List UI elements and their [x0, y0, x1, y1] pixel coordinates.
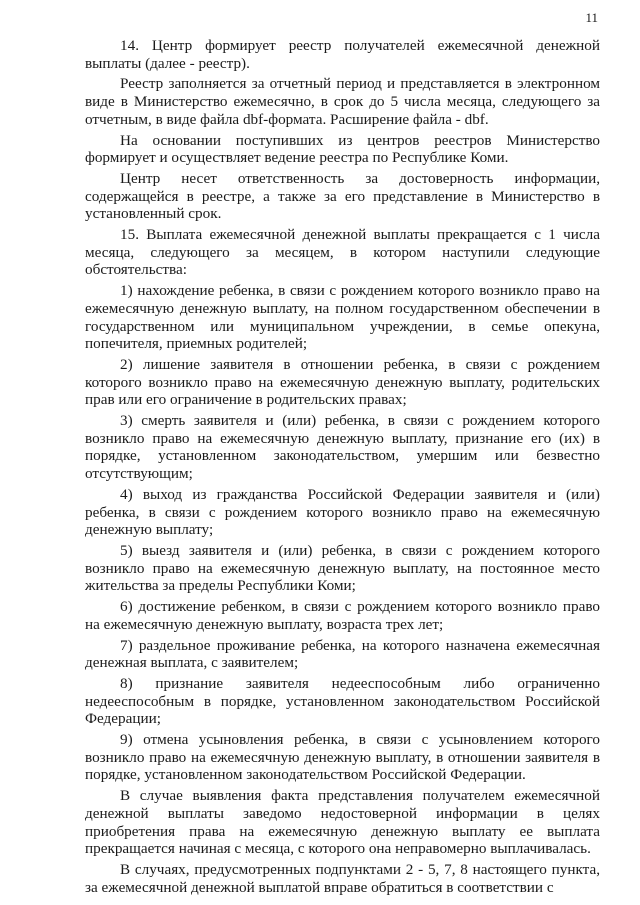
paragraph-ministry-registry: На основании поступивших из центров реестров Министерство формирует и осуществляет ведение реестра по Республике Коми. — [85, 131, 600, 167]
paragraph-14-registry: 14. Центр формирует реестр получателей ежемесячной денежной выплаты (далее - реестр). — [85, 37, 600, 72]
document-body — [85, 37, 600, 896]
paragraph-15-termination: 15. Выплата ежемесячной денежной выплаты прекращается с 1 числа месяца, следующего за месяцем, в котором наступили следующие обстоятельства: — [85, 226, 600, 279]
page-number: 11 — [585, 10, 598, 25]
paragraph-center-responsibility: Центр несет ответственность за достоверность информации, содержащейся в реестре, а также за его представление в Министерство в установленный срок. — [85, 169, 600, 223]
list-item-2: 2) лишение заявителя в отношении ребенка, в связи с рождением которого возникло право на ежемесячную денежную выплату, родительских прав или его ограничение в родительских правах; — [85, 355, 600, 409]
list-item-4: 4) выход из гражданства Российской Федерации заявителя и (или) ребенка, в связи с рождением которого возникло право на ежемесячную денежную выплату; — [85, 485, 600, 539]
paragraph-cases-subitems: В случаях, предусмотренных подпунктами 2 - 5, 7, 8 настоящего пункта, за ежемесячной денежной выплатой вправе обратиться в соответствии с — [85, 860, 600, 896]
list-item-8: 8) признание заявителя недееспособным либо ограниченно недееспособным в порядке, установленном законодательством Российской Федерации; — [85, 674, 600, 728]
list-item-5: 5) выезд заявителя и (или) ребенка, в связи с рождением которого возникло право на ежемесячную денежную выплату, на постоянное место жительства за пределы Республики Коми; — [85, 541, 600, 595]
paragraph-registry-submission: Реестр заполняется за отчетный период и представляется в электронном виде в Министерство ежемесячно, в срок до 5 числа месяца, следующего за отчетным, в виде файла dbf-формата. Расширение файла - dbf. — [85, 75, 600, 128]
list-item-7: 7) раздельное проживание ребенка, на которого назначена ежемесячная денежная выплата, с заявителем; — [85, 636, 600, 672]
list-item-6: 6) достижение ребенком, в связи с рождением которого возникло право на ежемесячную денежную выплату, возраста трех лет; — [85, 598, 600, 633]
list-item-3: 3) смерть заявителя и (или) ребенка, в связи с рождением которого возникло право на ежемесячную денежную выплату, признание его (их) в порядке, установленном законодательством, умершим или безвестно отсутствующим; — [85, 412, 600, 483]
list-item-1: 1) нахождение ребенка, в связи с рождением которого возникло право на ежемесячную денежную выплату, на полном государственном обеспечении в государственном или муниципальном учреждении, в семье опекуна, попечителя, приемных родителей; — [85, 282, 600, 353]
list-item-9: 9) отмена усыновления ребенка, в связи с усыновлением которого возникло право на ежемесячную денежную выплату, в отношении заявителя в порядке, установленном законодательством Российской Федерации. — [85, 731, 600, 784]
paragraph-false-information: В случае выявления факта представления получателем ежемесячной денежной выплаты заведомо недостоверной информации в целях приобретения права на ежемесячную денежную выплату ее выплата прекращается начиная с месяца, с которого она неправомерно выплачивалась. — [85, 787, 600, 858]
